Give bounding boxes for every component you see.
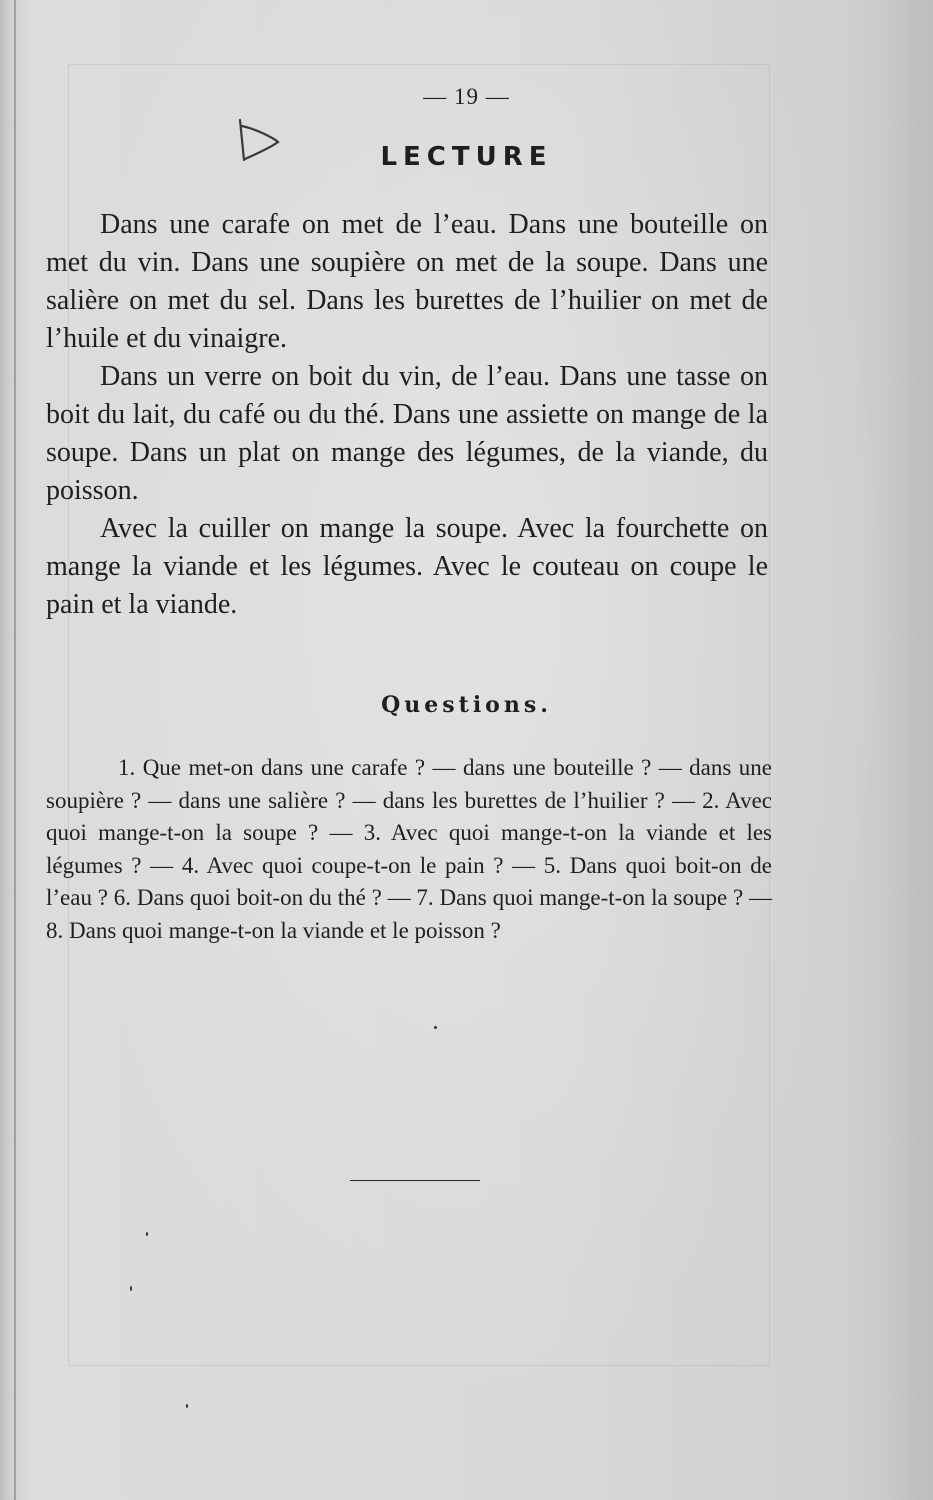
ink-speck — [434, 1026, 437, 1029]
page-number: — 19 — — [423, 84, 510, 109]
paragraph-1: Dans une carafe on met de l’eau. Dans une bouteille on met du vin. Dans une soupière on met de la soupe. Dans une salière on met du sel. Dans les burettes de l’huilier on met de l’huile et du vinaigre. — [46, 209, 768, 354]
ink-speck — [186, 1404, 188, 1408]
section-divider — [350, 1180, 480, 1181]
paragraph-2: Dans un verre on boit du vin, de l’eau. Dans une tasse on boit du lait, du café ou du thé. Dans une assiette on mange de la soupe. Dans un plat on mange des légumes, de la viande, du poisson. — [46, 361, 768, 506]
questions-heading: Questions. — [381, 692, 552, 718]
ink-speck — [146, 1232, 148, 1236]
binding-edge — [14, 0, 16, 1500]
ink-speck — [130, 1286, 132, 1291]
reading-text — [46, 206, 768, 624]
questions-text: 1. Que met-on dans une carafe ? — dans une bouteille ? — dans une soupière ? — dans une salière ? — dans les burettes de l’huilier ? — 2. Avec quoi mange-t-on la soupe ? — 3. Avec quoi mange-t-on la viande et les légumes ? — 4. Avec quoi coupe-t-on le pain ? — 5. Dans quoi boit-on de l’eau ? 6. Dans quoi boit-on du thé ? — 7. Dans quoi mange-t-on la soupe ? — 8. Dans quoi mange-t-on la viande et le poisson ? — [46, 755, 772, 943]
page-title: LECTURE — [380, 142, 553, 172]
paragraph-3: Avec la cuiller on mange la soupe. Avec la fourchette on mange la viande et les légumes. Avec le couteau on coupe le pain et la viande. — [46, 513, 768, 620]
